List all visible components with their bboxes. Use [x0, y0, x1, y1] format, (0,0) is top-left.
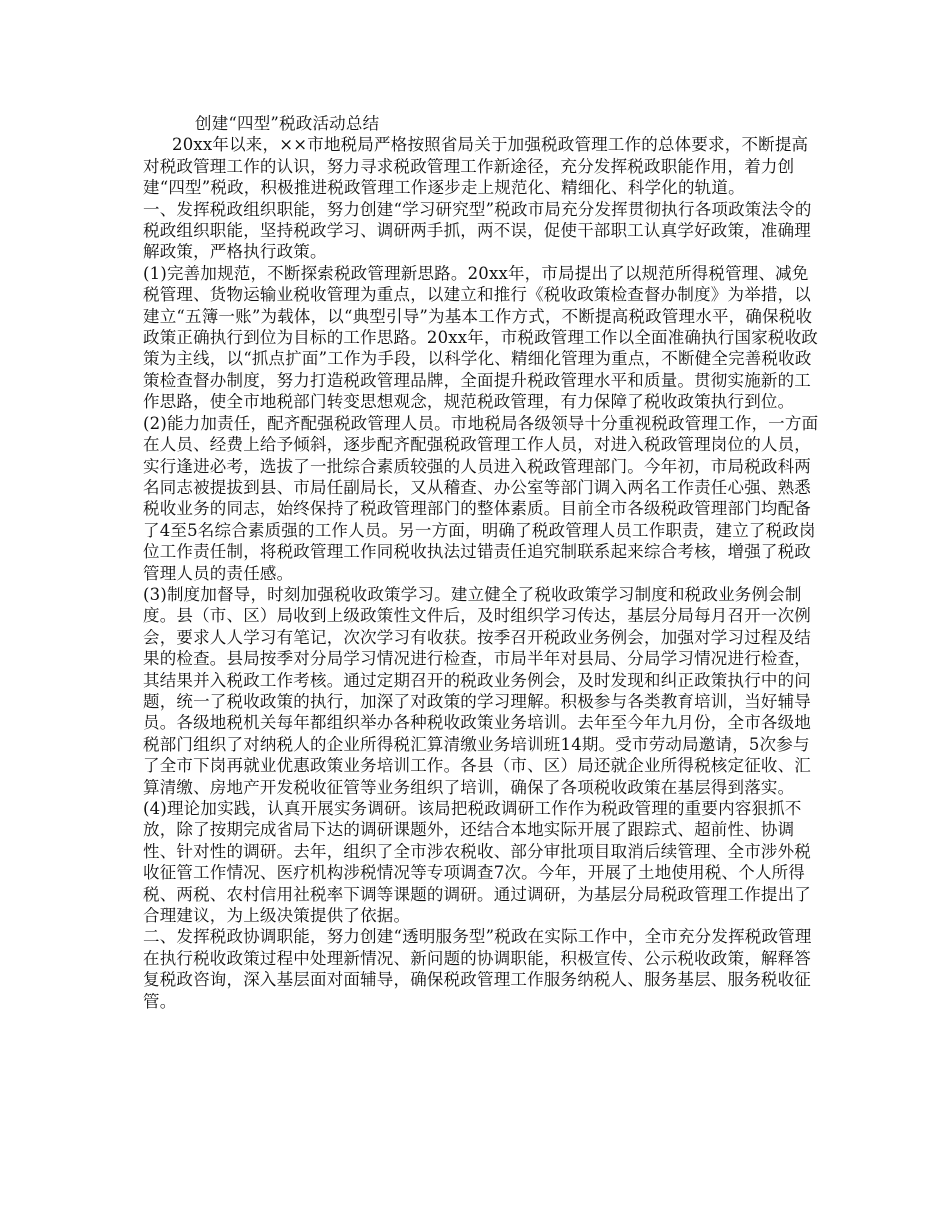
- paragraph-intro: 20xx年以来，××市地税局严格按照省局关于加强税政管理工作的总体要求，不断提高对税政管理工作的认识，努力寻求税政管理工作新途径，充分发挥税政职能作用，着力创建“四型”税政，积极推进税政管理工作逐步走上规范化、精细化、科学化的轨道。: [143, 135, 809, 198]
- paragraph-item-4: (4)理论加实践，认真开展实务调研。该局把税政调研工作作为税政管理的重要内容狠抓不放，除了按期完成省局下达的调研课题外，还结合本地实际开展了跟踪式、超前性、协调性、针对性的调研。去年，组织了全市涉农税收、部分审批项目取消后续管理、全市涉外税收征管工作情况、医疗机构涉税情况等专项调查7次。今年，开展了土地使用税、个人所得税、两税、农村信用社税率下调等课题的调研。通过调研，为基层分局税政管理工作提出了合理建议，为上级决策提供了依据。: [143, 799, 811, 926]
- paragraph-item-3: (3)制度加督导，时刻加强税收政策学习。建立健全了税收政策学习制度和税政业务例会制度。县（市、区）局收到上级政策性文件后，及时组织学习传达，基层分局每月召开一次例会，要求人人学习有笔记，次次学习有收获。按季召开税政业务例会，加强对学习过程及结果的检查。县局按季对分局学习情况进行检查，市局半年对县局、分局学习情况进行检查，其结果并入税政工作考核。通过定期召开的税政业务例会，及时发现和纠正政策执行中的问题，统一了税收政策的执行，加深了对政策的学习理解。积极参与各类教育培训，当好辅导员。各级地税机关每年都组织举办各种税收政策业务培训。去年至今年九月份，全市各级地税部门组织了对纳税人的企业所得税汇算清缴业务培训班14期。受市劳动局邀请，5次参与了全市下岗再就业优惠政策业务培训工作。各县（市、区）局还就企业所得税核定征收、汇算清缴、房地产开发税收征管等业务组织了培训，确保了各项税收政策在基层得到落实。: [143, 584, 811, 797]
- paragraph-item-1: (1)完善加规范，不断探索税政管理新思路。20xx年，市局提出了以规范所得税管理、减免税管理、货物运输业税收管理为重点，以建立和推行《税收政策检查督办制度》为举措，以建立“五簿一账”为载体，以“典型引导”为基本工作方式，不断提高税政管理水平，确保税收政策正确执行到位为目标的工作思路。20xx年，市税政管理工作以全面准确执行国家税收政策为主线，以“抓点扩面”工作为手段，以科学化、精细化管理为重点，不断健全完善税收政策检查督办制度，努力打造税政管理品牌，全面提升税政管理水平和质量。贯彻实施新的工作思路，使全市地税部门转变思想观念，规范税政管理，有力保障了税收政策执行到位。: [143, 263, 819, 412]
- document-body: [143, 113, 823, 1012]
- paragraph-section-two: 二、发挥税政协调职能，努力创建“透明服务型”税政在实际工作中，全市充分发挥税政管理在执行税收政策过程中处理新情况、新问题的协调职能，积极宣传、公示税收政策，解释答复税政咨询，深入基层面对面辅导，确保税政管理工作服务纳税人、服务基层、服务税收征管。: [143, 927, 812, 1011]
- paragraph-section-one: 一、发挥税政组织职能，努力创建“学习研究型”税政市局充分发挥贯彻执行各项政策法令的税政组织职能，坚持税政学习、调研两手抓，两不误，促使干部职工认真学好政策，准确理解政策，严格执行政策。: [143, 199, 812, 262]
- document-title: 创建“四型”税政活动总结: [195, 114, 380, 133]
- paragraph-item-2: (2)能力加责任，配齐配强税政管理人员。市地税局各级领导十分重视税政管理工作，一方面在人员、经费上给予倾斜，逐步配齐配强税政管理工作人员，对进入税政管理岗位的人员，实行逢进必考，选拔了一批综合素质较强的人员进入税政管理部门。今年初，市局税政科两名同志被提拔到县、市局任副局长，又从稽查、办公室等部门调入两名工作责任心强、熟悉税收业务的同志，始终保持了税政管理部门的整体素质。目前全市各级税政管理部门均配备了4至5名综合素质强的工作人员。另一方面，明确了税政管理人员工作职责，建立了税政岗位工作责任制，将税政管理工作同税收执法过错责任追究制联系起来综合考核，增强了税政管理人员的责任感。: [143, 413, 819, 583]
